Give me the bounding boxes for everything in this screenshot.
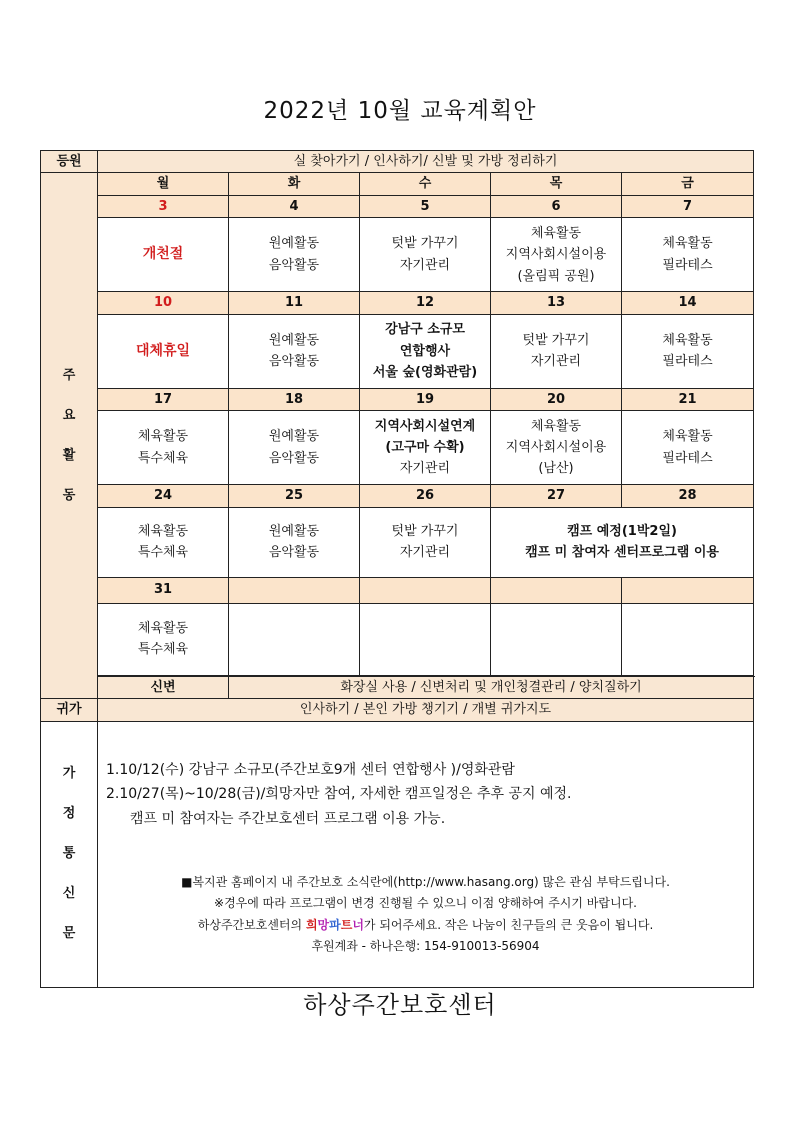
small-notes bbox=[98, 872, 753, 958]
date-cell: 25 bbox=[229, 485, 360, 507]
change-note: ※경우에 따라 프로그램이 변경 진행될 수 있으니 이점 양해하여 주시기 바랍니다. bbox=[214, 896, 637, 911]
date-cell bbox=[360, 577, 491, 603]
week3-dates bbox=[41, 388, 754, 410]
date-cell: 19 bbox=[360, 388, 491, 410]
toilet-row bbox=[41, 676, 754, 698]
toilet-text: 화장실 사용 / 신변처리 및 개인청결관리 / 양치질하기 bbox=[229, 676, 754, 698]
homepage-note: ■복지관 홈페이지 내 주간보호 소식란에(http://www.hasang.org) 많은 관심 부탁드립니다. bbox=[181, 874, 670, 889]
activity-cell: 체육활동 필라테스 bbox=[622, 314, 754, 388]
date-cell: 28 bbox=[622, 485, 754, 507]
toilet-label: 신변 bbox=[98, 676, 229, 698]
activity-cell: 지역사회시설연계 (고구마 수확) 자기관리 bbox=[360, 411, 491, 485]
family-letter-row bbox=[41, 721, 754, 987]
activity-cell bbox=[229, 603, 360, 675]
holiday-label: 대체휴일 bbox=[135, 342, 191, 359]
activity-cell: 체육활동 지역사회시설이용 (남산) bbox=[491, 411, 622, 485]
week3-activities bbox=[41, 411, 754, 485]
notice-item: 캠프 미 참여자는 주간보호센터 프로그램 이용 가능. bbox=[130, 810, 446, 827]
activity-cell: 체육활동 특수체육 bbox=[98, 603, 229, 675]
notice-item: 2.10/27(목)~10/28(금)/희망자만 참여, 자세한 캠프일정은 추후 공지 예정. bbox=[106, 786, 572, 802]
weekday-wed: 수 bbox=[360, 173, 491, 195]
date-cell: 31 bbox=[98, 577, 229, 603]
week4-activities bbox=[41, 507, 754, 577]
date-cell: 14 bbox=[622, 292, 754, 314]
weekday-mon: 월 bbox=[98, 173, 229, 195]
activity-cell: 체육활동 필라테스 bbox=[622, 218, 754, 292]
activity-cell bbox=[622, 603, 754, 675]
account-note: 후원계좌 - 하나은행: 154-910013-56904 bbox=[311, 939, 540, 954]
date-cell: 10 bbox=[98, 292, 229, 314]
going-home-text: 인사하기 / 본인 가방 챙기기 / 개별 귀가지도 bbox=[98, 699, 754, 721]
activity-cell bbox=[491, 603, 622, 675]
date-cell: 5 bbox=[360, 195, 491, 217]
date-cell: 6 bbox=[491, 195, 622, 217]
arrival-label: 등원 bbox=[41, 151, 98, 173]
weekday-thu: 목 bbox=[491, 173, 622, 195]
notice-list bbox=[106, 758, 571, 832]
date-cell bbox=[229, 577, 360, 603]
camp-cell: 캠프 예정(1박2일) 캠프 미 참여자 센터프로그램 이용 bbox=[491, 507, 754, 577]
activity-cell: 텃밭 가꾸기 자기관리 bbox=[360, 507, 491, 577]
weekday-header-row bbox=[41, 173, 754, 195]
activity-cell: 강남구 소규모 연합행사 서울 숲(영화관람) bbox=[360, 314, 491, 388]
date-cell: 20 bbox=[491, 388, 622, 410]
activity-cell: 원예활동 음악활동 bbox=[229, 218, 360, 292]
notice-item: 1.10/12(수) 강남구 소규모(주간보호9개 센터 연합행사 )/영화관람 bbox=[106, 761, 515, 778]
weekday-tue: 화 bbox=[229, 173, 360, 195]
going-home-row bbox=[41, 699, 754, 721]
activity-cell: 체육활동 특수체육 bbox=[98, 411, 229, 485]
family-letter-label: 가 정 통 신 문 bbox=[41, 721, 98, 987]
date-cell bbox=[622, 577, 754, 603]
activity-cell: 원예활동 음악활동 bbox=[229, 314, 360, 388]
date-cell: 24 bbox=[98, 485, 229, 507]
activity-cell: 체육활동 특수체육 bbox=[98, 507, 229, 577]
arrival-text: 실 찾아가기 / 인사하기/ 신발 및 가방 정리하기 bbox=[98, 151, 754, 173]
activity-cell bbox=[98, 314, 229, 388]
date-cell: 17 bbox=[98, 388, 229, 410]
arrival-row bbox=[41, 151, 754, 173]
activity-cell: 원예활동 음악활동 bbox=[229, 411, 360, 485]
partner-note: 하상주간보호센터의 희망파트너가 되어주세요. 작은 나눔이 친구들의 큰 웃음이 됩니다. bbox=[197, 917, 654, 932]
date-cell: 11 bbox=[229, 292, 360, 314]
weekday-fri: 금 bbox=[622, 173, 754, 195]
activity-cell: 텃밭 가꾸기 자기관리 bbox=[491, 314, 622, 388]
date-cell: 27 bbox=[491, 485, 622, 507]
page-title: 2022년 10월 교육계획안 bbox=[263, 98, 537, 124]
family-letter-content bbox=[98, 721, 754, 987]
date-cell: 21 bbox=[622, 388, 754, 410]
week5-dates bbox=[41, 577, 754, 603]
activity-cell: 원예활동 음악활동 bbox=[229, 507, 360, 577]
week4-dates bbox=[41, 485, 754, 507]
activity-cell: 체육활동 필라테스 bbox=[622, 411, 754, 485]
center-name: 하상주간보호센터 bbox=[303, 991, 497, 1019]
date-cell: 7 bbox=[622, 195, 754, 217]
main-activity-label: 주 요 활 동 bbox=[41, 173, 98, 699]
date-cell: 18 bbox=[229, 388, 360, 410]
holiday-label: 개천절 bbox=[142, 246, 184, 263]
date-cell: 4 bbox=[229, 195, 360, 217]
date-cell: 12 bbox=[360, 292, 491, 314]
week2-dates bbox=[41, 292, 754, 314]
going-home-label: 귀가 bbox=[41, 699, 98, 721]
education-plan-table bbox=[40, 150, 754, 988]
activity-cell bbox=[98, 218, 229, 292]
date-cell: 13 bbox=[491, 292, 622, 314]
week5-activities bbox=[41, 603, 754, 675]
week2-activities bbox=[41, 314, 754, 388]
date-cell: 3 bbox=[98, 195, 229, 217]
date-cell bbox=[491, 577, 622, 603]
activity-cell: 텃밭 가꾸기 자기관리 bbox=[360, 218, 491, 292]
date-cell: 26 bbox=[360, 485, 491, 507]
activity-cell bbox=[360, 603, 491, 675]
activity-cell: 체육활동 지역사회시설이용 (올림픽 공원) bbox=[491, 218, 622, 292]
week1-dates bbox=[41, 195, 754, 217]
week1-activities bbox=[41, 218, 754, 292]
